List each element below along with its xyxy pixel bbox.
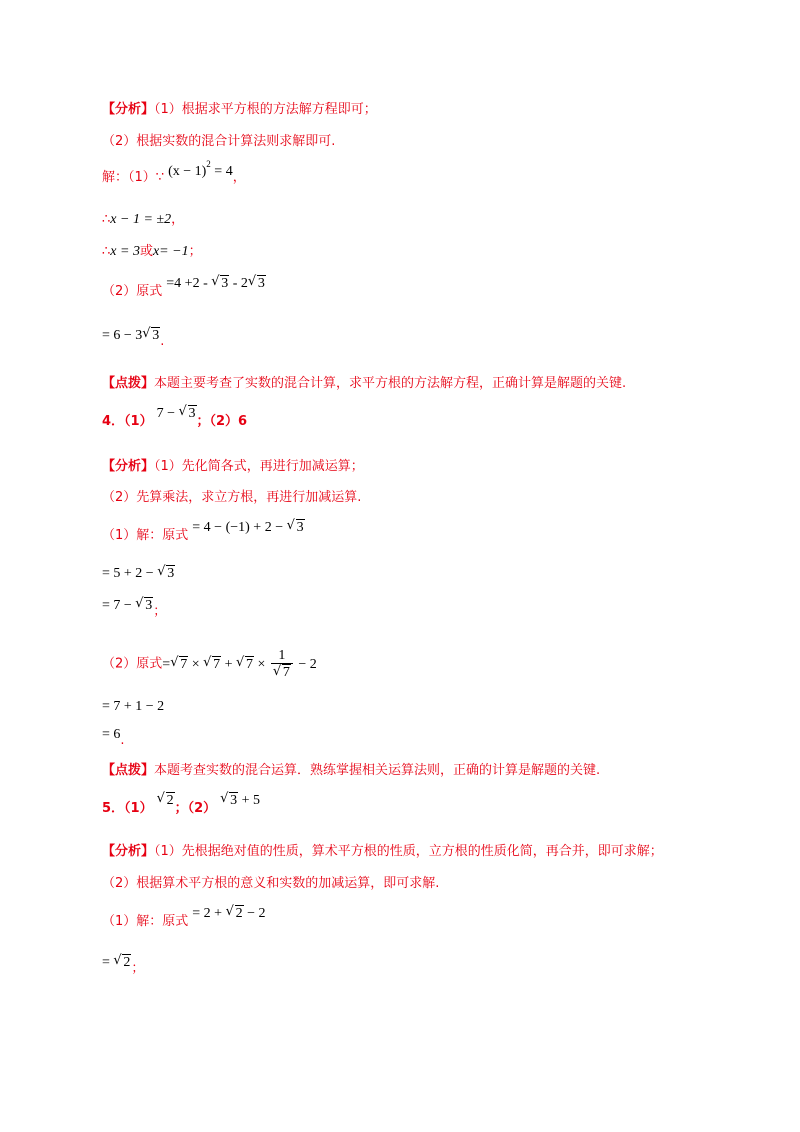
fraction — [271, 648, 293, 681]
expr: =4 +2 - — [166, 276, 212, 291]
radicand: 7 — [282, 665, 290, 680]
equation — [102, 598, 153, 613]
solution-label: （1）解：原式 — [102, 528, 189, 543]
analysis-text: （2）先算乘法，求立方根，再进行加减运算. — [102, 490, 362, 505]
analysis-tag: 【分析】 — [102, 844, 155, 859]
q4-sol1-line-1 — [102, 520, 305, 544]
numerator: 1 — [271, 648, 293, 664]
q3-part2-line-1 — [102, 276, 266, 300]
comment-tag: 【点拨】 — [102, 376, 155, 391]
semicolon: ； — [188, 244, 202, 259]
expr: + 5 — [238, 793, 261, 808]
q3-solution-line-1 — [102, 159, 246, 186]
equation — [192, 520, 304, 535]
part2-label: （2）原式 — [102, 284, 163, 299]
answer-1 — [157, 406, 197, 421]
radicand: 3 — [221, 276, 229, 291]
radicand: 3 — [167, 566, 175, 581]
eq-exponent: 2 — [206, 159, 211, 169]
radicand: 3 — [230, 793, 238, 808]
sqrt — [170, 656, 188, 673]
sqrt — [273, 664, 291, 681]
radicand: 3 — [296, 520, 304, 535]
comment-text: 本题考查实数的混合运算．熟练掌握相关运算法则，正确的计算是解题的关键. — [154, 763, 601, 778]
separator: ；（2） — [196, 414, 239, 429]
q3-solution-line-3 — [102, 240, 202, 260]
radicand: 7 — [180, 656, 188, 672]
q4-sol2-line-3 — [102, 725, 125, 748]
radicand: 7 — [246, 656, 253, 672]
operator: × — [254, 656, 269, 672]
equation — [102, 566, 175, 581]
q4-sol1-line-3 — [102, 594, 167, 619]
analysis-tag: 【分析】 — [102, 102, 155, 117]
equation: = 7 + 1 − 2 — [102, 699, 165, 714]
analysis-text: （1）根据求平方根的方法解方程即可； — [154, 102, 377, 117]
q3-part2-line-2 — [102, 326, 165, 349]
expr: − 2 — [243, 906, 266, 921]
sqrt — [179, 405, 197, 422]
period: . — [160, 334, 165, 349]
q3-analysis-line-2 — [102, 130, 335, 150]
analysis-text: （1）先根据绝对值的性质，算术平方根的性质，立方根的性质化简，再合并，即可求解； — [154, 844, 663, 859]
answer-1 — [157, 793, 175, 808]
radicand: 2 — [166, 793, 174, 808]
analysis-text: （2）根据实数的混合计算法则求解即可. — [102, 134, 336, 149]
expr: = — [162, 656, 171, 672]
q4-sol2-line-1 — [102, 648, 317, 681]
equation — [192, 906, 265, 921]
equation — [162, 648, 317, 680]
sqrt — [220, 792, 238, 809]
q5-analysis-line-1 — [102, 840, 663, 860]
q4-sol1-line-2 — [102, 564, 175, 582]
operator: + — [221, 656, 236, 672]
expr: - 2 — [229, 276, 248, 291]
sqrt — [203, 656, 221, 673]
q4-sol2-line-2 — [102, 697, 164, 715]
therefore-symbol: ∴ — [102, 244, 111, 259]
comment-text: 本题主要考查了实数的混合计算，求平方根的方法解方程，正确计算是解题的关键. — [154, 376, 627, 391]
q5-sol1-line-2 — [102, 951, 145, 976]
q5-answer-line — [102, 793, 261, 817]
sqrt — [142, 327, 160, 344]
denominator — [271, 664, 293, 681]
sqrt — [157, 565, 175, 582]
radicand: 3 — [152, 328, 160, 343]
sqrt — [248, 275, 266, 292]
because-symbol: ∵ — [155, 170, 165, 185]
radicand: 3 — [188, 406, 196, 421]
equation — [102, 328, 160, 343]
sqrt — [226, 905, 244, 922]
semicolon: ； — [153, 604, 167, 619]
operator: × — [188, 656, 204, 672]
radicand: 7 — [213, 656, 221, 672]
radicand: 2 — [123, 955, 131, 970]
solution-label: （2）原式 — [102, 656, 163, 672]
expr: = 2 + — [192, 906, 226, 921]
answer-2: 6 — [238, 414, 248, 429]
comma: ， — [171, 212, 185, 227]
sqrt — [135, 597, 153, 614]
equation — [102, 955, 131, 970]
answer-2 — [220, 793, 260, 808]
solution-label: 解：（1） — [102, 170, 156, 185]
q4-comment — [102, 759, 600, 779]
equation — [166, 276, 266, 291]
radicand: 3 — [145, 598, 153, 613]
analysis-text: （1）先化简各式，再进行加减运算； — [154, 459, 364, 474]
solution-label: （1）解：原式 — [102, 914, 189, 929]
sqrt — [287, 519, 305, 536]
sqrt — [113, 954, 131, 971]
radicand: 2 — [235, 906, 243, 921]
radicand: 3 — [257, 276, 265, 291]
equation: x − 1 = ±2 — [110, 212, 172, 227]
period: . — [120, 733, 125, 748]
eq-rhs: = 4 — [210, 164, 233, 179]
q4-analysis-line-2 — [102, 486, 361, 506]
q4-answer-line — [102, 406, 248, 430]
equation: x = 3 — [110, 244, 140, 259]
sqrt — [157, 792, 175, 809]
expr: = 5 + 2 − — [102, 566, 158, 581]
or-word: 或 — [139, 244, 153, 259]
equation: = 6 — [102, 727, 121, 742]
q4-analysis-line-1 — [102, 455, 364, 475]
expr: = — [102, 955, 114, 970]
sqrt — [211, 275, 229, 292]
question-number: 5．（1） — [102, 801, 153, 816]
analysis-tag: 【分析】 — [102, 459, 155, 474]
comma: ， — [232, 170, 246, 185]
q3-analysis-line-1 — [102, 98, 377, 118]
expr: − 2 — [294, 656, 317, 672]
comment-tag: 【点拨】 — [102, 763, 155, 778]
equation — [168, 159, 233, 179]
eq-lhs: (x − 1) — [168, 164, 207, 179]
therefore-symbol: ∴ — [102, 212, 111, 227]
equation: x= −1 — [152, 244, 189, 259]
separator: ；（2） — [174, 801, 217, 816]
expr: = 6 − 3 — [102, 328, 143, 343]
expr: 7 − — [156, 406, 179, 421]
expr: = 4 − (−1) + 2 − — [192, 520, 287, 535]
q5-analysis-line-2 — [102, 872, 439, 892]
q3-comment — [102, 372, 626, 392]
question-number: 4．（1） — [102, 414, 153, 429]
analysis-text: （2）根据算术平方根的意义和实数的加减运算，即可求解. — [102, 876, 440, 891]
sqrt — [236, 656, 254, 673]
q3-solution-line-2 — [102, 208, 184, 228]
q5-sol1-line-1 — [102, 906, 266, 930]
semicolon: ； — [131, 961, 145, 976]
expr: = 7 − — [102, 598, 136, 613]
